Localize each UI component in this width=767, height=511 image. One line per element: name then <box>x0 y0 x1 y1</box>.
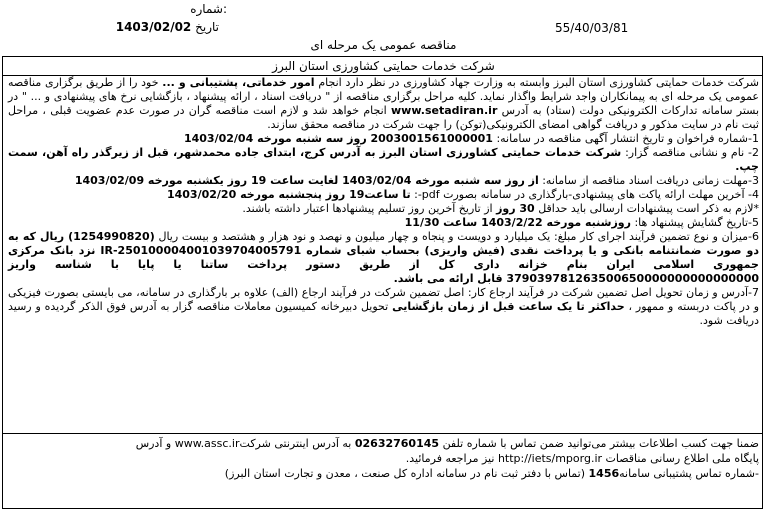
support-number: 1456 <box>588 467 620 480</box>
item-5-value: روزشنبه مورخه 1403/2/22 ساعت 11/30 <box>404 216 631 229</box>
intro-text-2: خود را از طریق برگزاری مناقصه عمومی یک مرحله ای به پیمانکاران واجد شرایط واگذار نماید. کلیه مراحل برگزاری مناقصه از " دریافت اسناد ، ارائه پیشنهاد ، بازگشایی نرخ های پیشنهادی و ... " در بستر سامانه تدارکات الکترونیکی دولت (ستاد) به آدرس <box>8 76 760 117</box>
date-line <box>116 20 219 34</box>
footer-text-2: به آدرس اینترنتی شرکت <box>239 437 352 450</box>
tenders-portal-link[interactable]: http://iets/mporg.ir <box>497 452 603 465</box>
item-5 <box>8 216 759 230</box>
intro-paragraph <box>8 76 759 132</box>
footer-text-6: -شماره تماس پشتیبانی سامانه <box>619 467 759 480</box>
item-7-tail: تحویل دبیرخانه کمیسیون معاملات مناقصه گزار به آدرس فوق الذکر گردیده و رسید دریافت شود. <box>8 300 759 327</box>
date-value: 1403/02/02 <box>115 20 192 34</box>
note-text: *لازم به ذکر است پیشنهادات ارسالی باید حداقل <box>538 202 759 215</box>
footer-line-1 <box>8 436 759 451</box>
date-label: تاریخ <box>195 20 219 34</box>
notice-body <box>8 76 759 328</box>
footer-text-7: (تماس با دفتر ثبت نام در سامانه اداره کل صنعت ، معدن و تجارت استان البرز) <box>224 467 586 480</box>
item-1-value: 2003001561000001 روز سه شنبه مورخه 1403/02/04 <box>183 132 493 145</box>
footer-text: ضمنا جهت کسب اطلاعات بیشتر می‌توانید ضمن تماس با شماره تلفن <box>442 437 759 450</box>
footer-line-2 <box>8 451 759 466</box>
intro-services: امور خدماتی، پشتیبانی و ... <box>162 76 315 89</box>
footer-text-5: نیز مراجعه فرمائید. <box>405 452 495 465</box>
item-6-label: 6-میزان و نوع تضمین فرآیند اجرای کار مبلغ: یک میلیارد و دویست و پنجاه و چهار میلیون و نهصد و نود هزار و هشتصد و بیست ریال <box>158 230 759 243</box>
item-6 <box>8 230 759 286</box>
item-7-label: 7-آدرس و زمان تحویل اصل تضمین شرکت در فرآیند ارجاع کار: اصل تضمین شرکت در فرآیند ارجاع (الف) علاوه بر بارگذاری در سامانه، می بایستی بصورت فیزیکی و در پاکت دربسته و ممهور ، <box>8 286 760 313</box>
note-text-2: از تاریخ آخرین روز تسلیم پیشنهادها اعتبار داشته باشند. <box>242 202 493 215</box>
phone-number: 02632760145 <box>354 437 440 450</box>
item-4 <box>8 188 759 202</box>
divider-footer <box>2 433 763 434</box>
setad-link[interactable]: www.setadiran.ir <box>391 104 498 117</box>
document-title: مناقصه عمومی یک مرحله ای <box>310 38 457 52</box>
intro-text-3: انجام خواهد شد و لازم است مناقصه گران در صورت عدم عضویت قبلی ، مراحل ثبت نام در سایت مذکور و دریافت گواهی امضای الکترونیکی(توکن) را جهت شرکت در مناقصه محقق سازند. <box>8 104 759 131</box>
item-2 <box>8 146 759 174</box>
organization-name: شرکت خدمات حمایتی کشاورزی استان البرز <box>272 59 495 73</box>
item-4-value: تا ساعت19 روز پنجشنبه مورخه 1403/02/20 <box>166 188 411 201</box>
footer-section <box>8 436 759 481</box>
item-1 <box>8 132 759 146</box>
item-3 <box>8 174 759 188</box>
note-days: 30 روز <box>496 202 535 215</box>
footer-text-4: پایگاه ملی اطلاع رسانی مناقصات <box>605 452 759 465</box>
reference-number: 55/40/03/81 <box>555 21 629 35</box>
intro-text: شرکت خدمات حمایتی کشاورزی استان البرز وابسته به وزارت جهاد کشاورزی در نظر دارد انجام <box>318 76 760 89</box>
item-1-label: 1-شماره فراخوان و تاریخ انتشار آگهی مناقصه در سامانه: <box>496 132 759 145</box>
item-4-label: 4- آخرین مهلت ارائه پاکت های پیشنهادی-بارگذاری در سامانه بصورت pdf-: <box>414 188 759 201</box>
validity-note <box>8 202 759 216</box>
footer-text-3: و آدرس <box>135 437 172 450</box>
item-2-label: 2- نام و نشانی مناقصه گزار: <box>625 146 759 159</box>
item-3-value: از روز سه شنبه مورخه 1403/02/04 لغایت ساعت 19 روز یکشنبه مورخه 1403/02/09 <box>74 174 539 187</box>
item-3-label: 3-مهلت زمانی دریافت اسناد مناقصه از سامانه: <box>542 174 759 187</box>
footer-line-3 <box>8 466 759 481</box>
item-2-value: شرکت خدمات حمایتی کشاورزی استان البرز به آدرس کرج، ابتدای جاده محمدشهر، قبل از زیرگذر راه آهن، سمت چپ. <box>8 146 759 173</box>
company-site-link[interactable]: www.assc.ir <box>174 437 240 450</box>
item-6-value: (1254990820) ریال که به دو صورت ضمانتنامه بانکی و یا پرداخت نقدی (فیش واریزی) بحساب شبای شماره IR-250100004001039704005791 نزد بانک مرکزی جمهوری اسلامی ایران بنام خزانه داری کل از طریق دستور پرداخت ساتنا یا پایا با شناسه واریز 379039781263500650000000000000000 قابل ارائه می باشد. <box>8 230 759 285</box>
item-7 <box>8 286 759 328</box>
item-7-deadline: حداکثر تا یک ساعت قبل از زمان بازگشایی <box>392 300 625 313</box>
number-label: شماره: <box>190 2 227 16</box>
item-5-label: 5-تاریخ گشایش پیشنهاد ها: <box>634 216 759 229</box>
